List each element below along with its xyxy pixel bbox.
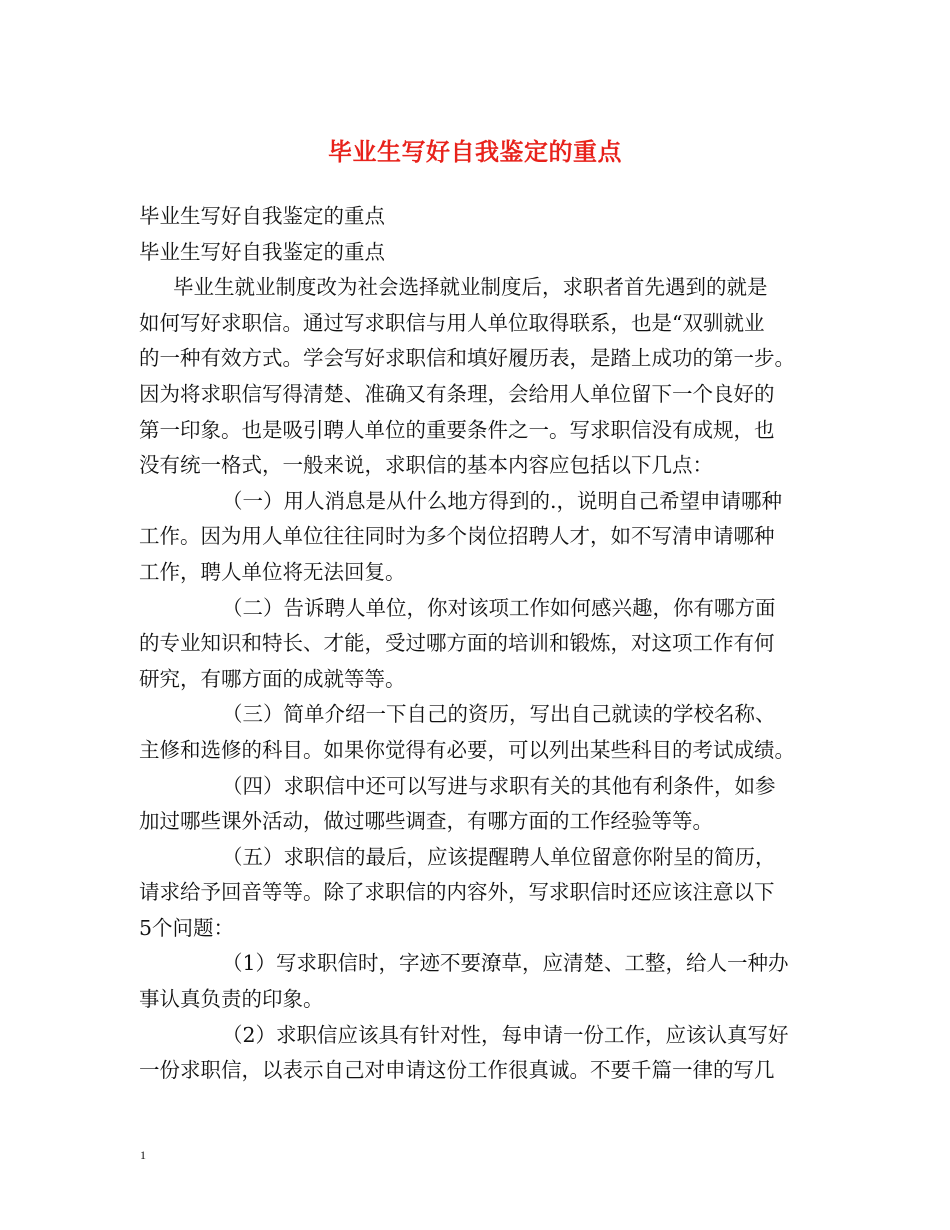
list-item-line: （2）求职信应该具有针对性，每申请一份工作，应该认真写好 — [222, 1022, 789, 1047]
heading-line: 毕业生写好自我鉴定的重点 — [139, 204, 385, 228]
document-body — [139, 199, 819, 1089]
list-item-line: 的专业知识和特长、才能，受过哪方面的培训和锻炼，对这项工作有何 — [139, 631, 775, 656]
list-item-line: （一）用人消息是从什么地方得到的.，说明自己希望申请哪种 — [222, 488, 783, 513]
paragraph-line: 第一印象。也是吸引聘人单位的重要条件之一。写求职信没有成规，也 — [139, 417, 775, 442]
list-item-line: （二）告诉聘人单位，你对该项工作如何感兴趣，你有哪方面 — [222, 595, 776, 620]
list-item-line: （五）求职信的最后，应该提醒聘人单位留意你附呈的简历， — [222, 844, 776, 869]
list-item-line: 5个问题： — [139, 915, 235, 940]
paragraph-line: 因为将求职信写得清楚、准确又有条理，会给用人单位留下一个良好的 — [139, 381, 775, 406]
page-number: 1 — [140, 1148, 146, 1162]
paragraph-line: 如何写好求职信。通过写求职信与用人单位取得联系，也是“双驯就业 — [139, 310, 765, 335]
paragraph-line: 的一种有效方式。学会写好求职信和填好履历表，是踏上成功的第一步。 — [139, 346, 795, 371]
list-item-line: 事认真负责的印象。 — [139, 987, 324, 1012]
list-item-line: 请求给予回音等等。除了求职信的内容外，写求职信时还应该注意以下 — [139, 880, 775, 905]
list-item-line: 工作。因为用人单位往往同时为多个岗位招聘人才，如不写清申请哪种 — [139, 524, 775, 549]
list-item-line: 主修和选修的科目。如果你觉得有必要，可以列出某些科目的考试成绩。 — [139, 737, 795, 762]
list-item-line: （1）写求职信时，字迹不要潦草，应清楚、工整，给人一种办 — [222, 951, 789, 976]
list-item-line: （四）求职信中还可以写进与求职有关的其他有利条件，如参 — [222, 773, 776, 798]
paragraph-line: 毕业生就业制度改为社会选择就业制度后，求职者首先遇到的就是 — [173, 275, 768, 300]
list-item-line: 研究，有哪方面的成就等等。 — [139, 666, 406, 691]
list-item-line: （三）简单介绍一下自己的资历，写出自己就读的学校名称、 — [222, 702, 776, 727]
list-item-line: 工作，聘人单位将无法回复。 — [139, 559, 406, 584]
heading-line: 毕业生写好自我鉴定的重点 — [139, 239, 385, 264]
list-item-line: 加过哪些课外活动，做过哪些调查，有哪方面的工作经验等等。 — [139, 809, 713, 834]
list-item-line: 一份求职信，以表示自己对申请这份工作很真诚。不要千篇一律的写几 — [139, 1058, 775, 1083]
paragraph-line: 没有统一格式，一般来说，求职信的基本内容应包括以下几点： — [139, 453, 713, 478]
document-title: 毕业生写好自我鉴定的重点 — [328, 137, 622, 166]
